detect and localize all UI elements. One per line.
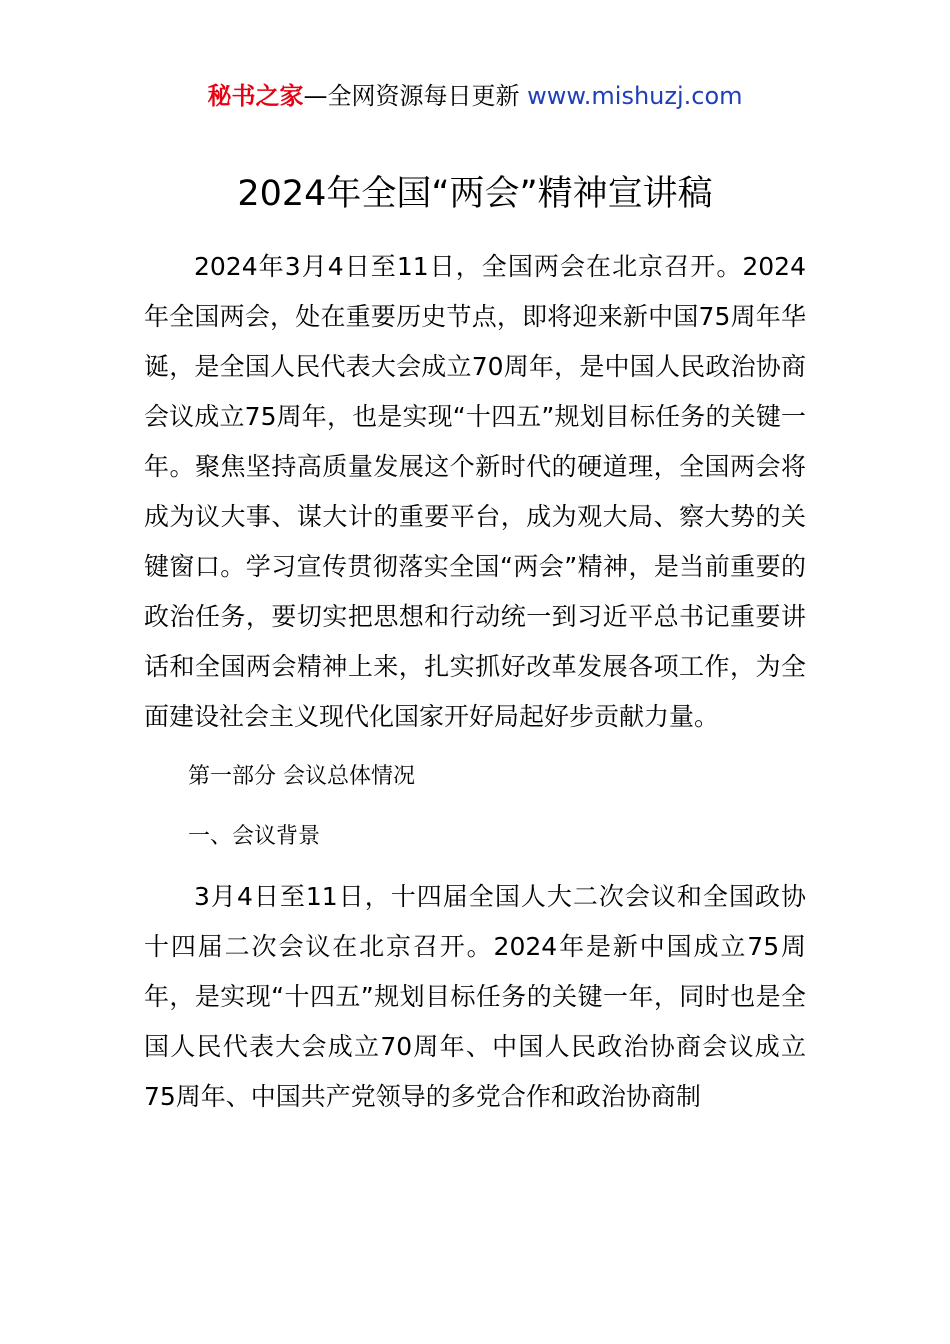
part-one-heading: 第一部分 会议总体情况 [188, 764, 415, 789]
site-tagline: —全网资源每日更新 [303, 82, 528, 110]
document-title: 2024年全国“两会”精神宣讲稿 [237, 174, 713, 214]
document-body [144, 242, 806, 1122]
intro-paragraph: 2024年3月4日至11日，全国两会在北京召开。2024年全国两会，处在重要历史节点，即将迎来新中国75周年华诞，是全国人民代表大会成立70周年，是中国人民政治协商会议成立75周年，也是实现“十四五”规划目标任务的关键一年。聚焦坚持高质量发展这个新时代的硬道理，全国两会将成为议大事、谋大计的重要平台，成为观大局、察大势的关键窗口。学习宣传贯彻落实全国“两会”精神，是当前重要的政治任务，要切实把思想和行动统一到习近平总书记重要讲话和全国两会精神上来，扎实抓好改革发展各项工作，为全面建设社会主义现代化国家开好局起好步贡献力量。 [144, 252, 806, 731]
section-one-heading: 一、会议背景 [188, 824, 321, 849]
site-header [0, 80, 950, 112]
site-url-link[interactable]: www.mishuzj.com [527, 82, 743, 110]
background-paragraph: 3月4日至11日，十四届全国人大二次会议和全国政协十四届二次会议在北京召开。2024年是新中国成立75周年，是实现“十四五”规划目标任务的关键一年，同时也是全国人民代表大会成立70周年、中国人民政治协商会议成立75周年、中国共产党领导的多党合作和政治协商制 [144, 882, 806, 1111]
site-brand: 秘书之家 [207, 82, 304, 110]
